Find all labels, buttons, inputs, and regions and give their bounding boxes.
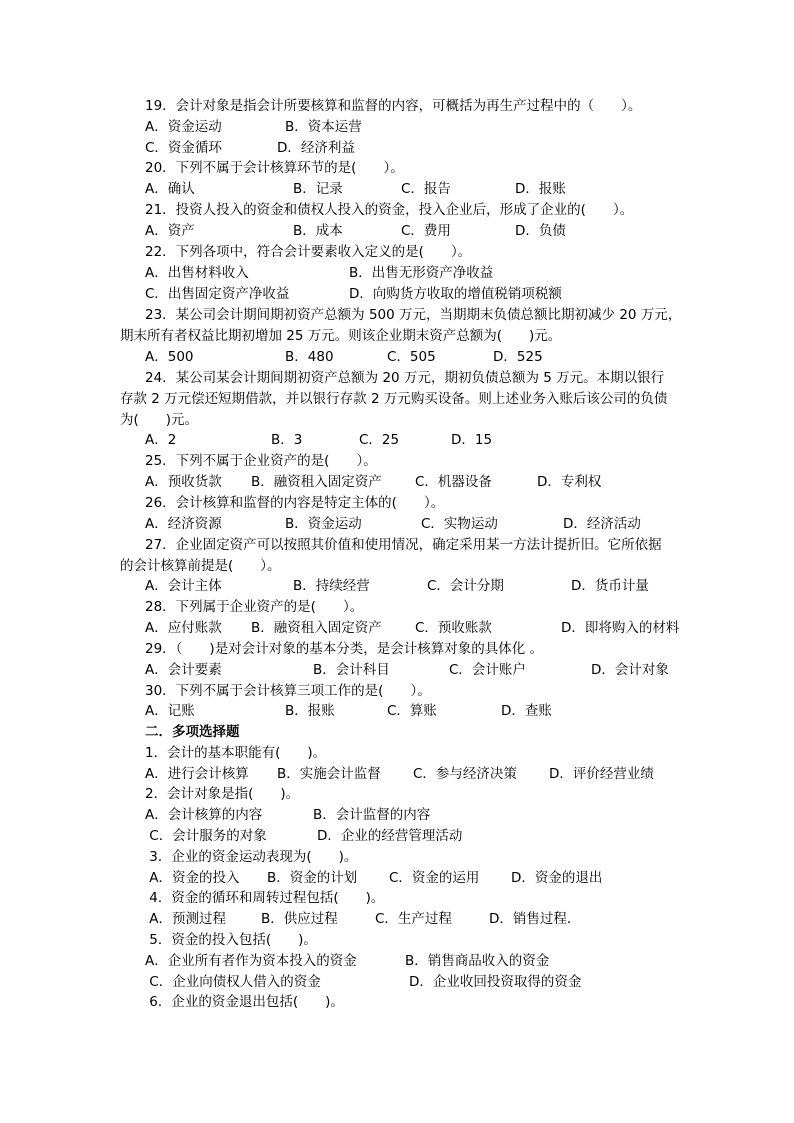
option-c: C．算账 — [387, 703, 437, 719]
option-c: C．会计服务的对象 — [145, 828, 267, 844]
option-row — [145, 972, 582, 993]
option-b: B．融资租入固定资产 — [251, 620, 382, 636]
option-c: C．资金循环 — [145, 140, 222, 156]
option-row — [145, 764, 654, 785]
option-row — [145, 868, 603, 889]
question-2: 2．会计对象是指( )。 — [145, 786, 300, 802]
option-a: A．预测过程 — [145, 911, 227, 927]
option-row — [145, 660, 669, 681]
option-a: A．进行会计核算 — [145, 766, 249, 782]
option-a: A．记账 — [145, 703, 195, 719]
option-row — [145, 221, 566, 242]
option-b: B．实施会计监督 — [277, 766, 381, 782]
question-20: 20．下列不属于会计核算环节的是( ）。 — [145, 160, 404, 176]
option-c: C．费用 — [401, 223, 451, 239]
option-b: B．持续经营 — [293, 578, 370, 594]
question-1: 1．会计的基本职能有( )。 — [145, 745, 327, 761]
option-a: A．会计核算的内容 — [145, 807, 263, 823]
question-22: 22．下列各项中，符合会计要素收入定义的是( ）。 — [145, 244, 472, 260]
option-c: C．参与经济决策 — [413, 766, 517, 782]
option-b: B．供应过程 — [261, 911, 338, 927]
question-24-continued: 存款 2 万元偿还短期借款，并以银行存款 2 万元购买设备。则上述业务入账后该公司的负债 — [120, 391, 668, 407]
question-27-continued: 的会计核算前提是( ）。 — [120, 558, 281, 574]
option-b: B．记录 — [293, 181, 343, 197]
option-d: D．会计对象 — [591, 662, 669, 678]
option-b: B．销售商品收入的资金 — [405, 953, 550, 969]
question-29: 29．（ )是对会计对象的基本分类，是会计核算对象的具体化 。 — [145, 641, 543, 657]
option-row — [145, 951, 550, 972]
option-d: D．企业收回投资取得的资金 — [409, 974, 582, 990]
option-b: B．会计监督的内容 — [313, 807, 431, 823]
option-a: A．2 — [145, 432, 177, 448]
option-row — [145, 472, 602, 493]
question-26: 26．会计核算和监督的内容是特定主体的( ）。 — [145, 495, 445, 511]
question-19: 19．会计对象是指会计所要核算和监督的内容，可概括为再生产过程中的（ ）。 — [145, 98, 642, 114]
option-a: A．资产 — [145, 223, 195, 239]
option-d: D．报账 — [515, 181, 566, 197]
question-24: 24．某公司某会计期间期初资产总额为 20 万元，期初负债总额为 5 万元。本期以银行 — [145, 370, 665, 386]
option-a: A．出售材料收入 — [145, 265, 249, 281]
option-d: D．525 — [493, 349, 543, 365]
option-row — [145, 430, 493, 451]
option-c: C．出售固定资产净收益 — [145, 286, 290, 302]
question-27: 27．企业固定资产可以按照其价值和使用情况，确定采用某一方法计提折旧。它所依据 — [145, 537, 662, 553]
option-row — [145, 117, 362, 138]
option-d: D．经济利益 — [277, 140, 355, 156]
option-d: D．向购货方收取的增值税销项税额 — [349, 286, 562, 302]
option-c: C．报告 — [401, 181, 451, 197]
option-a: A．资金运动 — [145, 119, 222, 135]
option-c: C．会计分期 — [427, 578, 504, 594]
option-d: D．资金的退出 — [511, 870, 603, 886]
question-4: 4．资金的循环和周转过程包括( )。 — [145, 890, 385, 906]
option-row — [145, 576, 649, 597]
option-b: B．成本 — [293, 223, 343, 239]
option-c: C．生产过程 — [375, 911, 452, 927]
option-d: D．评价经营业绩 — [549, 766, 654, 782]
question-30: 30．下列不属于会计核算三项工作的是( ）。 — [145, 683, 431, 699]
option-row — [145, 138, 355, 159]
option-d: D．即将购入的材料 — [561, 620, 680, 636]
option-c: C．机器设备 — [415, 474, 492, 490]
option-d: D．经济活动 — [563, 516, 641, 532]
option-a: A．应付账款 — [145, 620, 222, 636]
option-a: A．会计要素 — [145, 662, 222, 678]
option-a: A．确认 — [145, 181, 195, 197]
option-b: B．会计科目 — [313, 662, 390, 678]
question-28: 28．下列属于企业资产的是( ）。 — [145, 599, 364, 615]
option-c: C．资金的运用 — [389, 870, 480, 886]
question-24-continued: 为( )元。 — [120, 412, 199, 428]
option-c: C．会计账户 — [449, 662, 526, 678]
option-d: D．15 — [451, 432, 493, 448]
option-d: D．货币计量 — [571, 578, 649, 594]
option-d: D．企业的经营管理活动 — [317, 828, 463, 844]
option-row — [145, 805, 431, 826]
option-b: B．报账 — [285, 703, 335, 719]
option-d: D．专利权 — [537, 474, 602, 490]
option-a: A．预收货款 — [145, 474, 222, 490]
option-row — [145, 263, 494, 284]
option-b: B．3 — [271, 432, 303, 448]
option-d: D．查账 — [501, 703, 552, 719]
option-row — [145, 284, 562, 305]
question-21: 21．投资人投入的资金和债权人投入的资金，投入企业后，形成了企业的( ）。 — [145, 202, 634, 218]
option-a: A．企业所有者作为资本投入的资金 — [145, 953, 357, 969]
option-a: A．会计主体 — [145, 578, 222, 594]
option-d: D．负债 — [515, 223, 566, 239]
option-b: B．资金的计划 — [267, 870, 358, 886]
option-b: B．资金运动 — [285, 516, 362, 532]
question-23-continued: 期末所有者权益比期初增加 25 万元。则该企业期末资产总额为( )元。 — [120, 328, 562, 344]
option-row — [145, 618, 680, 639]
question-23: 23．某公司会计期间期初资产总额为 500 万元，当期期末负债总额比期初减少 20 万元， — [145, 307, 682, 323]
option-row — [145, 347, 543, 368]
option-c: C．预收账款 — [415, 620, 492, 636]
option-c: C．企业向债权人借入的资金 — [145, 974, 321, 990]
option-b: B．出售无形资产净收益 — [349, 265, 494, 281]
option-b: B．融资租入固定资产 — [251, 474, 382, 490]
option-row — [145, 909, 581, 930]
question-6: 6．企业的资金退出包括( )。 — [145, 994, 344, 1010]
option-c: C．实物运动 — [421, 516, 498, 532]
option-a: A．经济资源 — [145, 516, 222, 532]
option-row — [145, 179, 566, 200]
option-a: A．资金的投入 — [145, 870, 240, 886]
question-25: 25．下列不属于企业资产的是( ）。 — [145, 453, 377, 469]
section-heading: 二．多项选择题 — [145, 724, 240, 740]
option-c: C．505 — [387, 349, 436, 365]
option-b: B．资本运营 — [285, 119, 362, 135]
question-5: 5．资金的投入包括( )。 — [145, 932, 317, 948]
option-row — [145, 826, 463, 847]
option-d: D．销售过程． — [489, 911, 581, 927]
option-b: B．480 — [285, 349, 334, 365]
option-c: C．25 — [359, 432, 400, 448]
option-a: A．500 — [145, 349, 194, 365]
question-3: 3．企业的资金运动表现为( )。 — [145, 849, 358, 865]
option-row — [145, 701, 552, 722]
option-row — [145, 514, 641, 535]
